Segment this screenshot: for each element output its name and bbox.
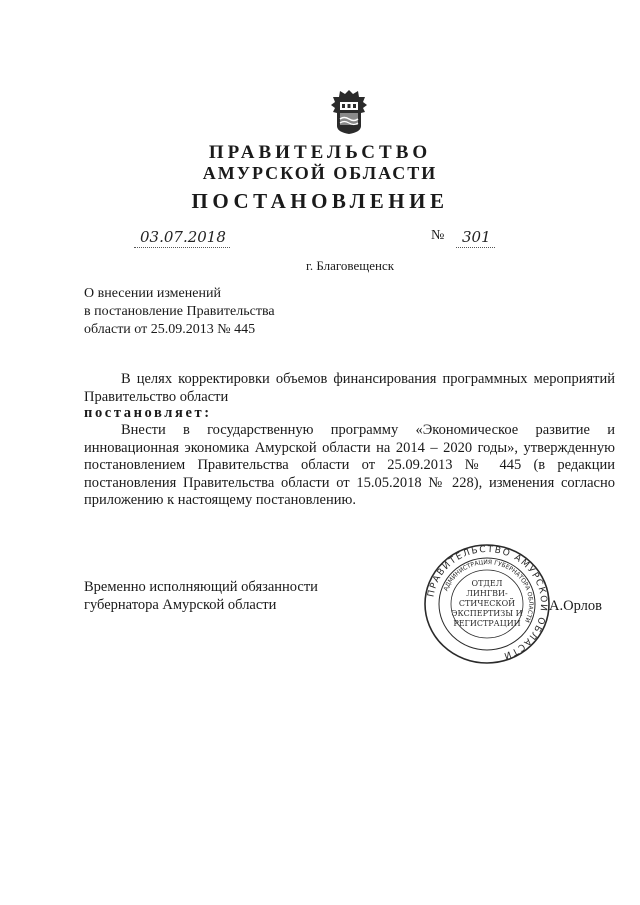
subject-line: области от 25.09.2013 № 445 xyxy=(84,322,256,337)
resolves-label: постановляет: xyxy=(84,405,212,421)
signer-position-line: Временно исполняющий обязанности xyxy=(84,579,318,595)
subject-line: О внесении изменений xyxy=(84,286,221,301)
preamble-paragraph: В целях корректировки объемов финансирования программных мероприятий Правительство области xyxy=(84,371,615,405)
signer-position xyxy=(84,578,318,614)
document-date-value: 03.07.2018 xyxy=(140,228,226,246)
official-seal xyxy=(422,542,552,666)
resolution-paragraph: Внести в государственную программу «Экономическое развитие и инновационная экономика Амурской области на 2014 – 2020 годы», утвержденную постановлением Правительства области от 25.09.2013 № 445 (в редакции постановления Правительства области от 15.05.2018 № 228), изменения согласно приложению к настоящему постановлению. xyxy=(84,422,615,509)
coat-of-arms-icon xyxy=(327,88,371,136)
seal-center-line: ЛИНГВИ- xyxy=(466,589,508,598)
number-sign: № xyxy=(431,228,445,243)
government-title: ПРАВИТЕЛЬСТВО xyxy=(208,142,432,163)
document-number xyxy=(462,228,491,246)
seal-outer-text: ПРАВИТЕЛЬСТВО АМУРСКОЙ ОБЛАСТИ xyxy=(426,544,549,661)
document-type-title: ПОСТАНОВЛЕНИЕ xyxy=(191,189,449,213)
city-label: г. Благовещенск xyxy=(305,258,395,273)
region-title: АМУРСКОЙ ОБЛАСТИ xyxy=(202,163,438,183)
document-number-value: 301 xyxy=(462,228,491,246)
signer-name: А.Орлов xyxy=(549,598,602,614)
subject-line: в постановление Правительства xyxy=(84,304,275,319)
seal-center-line: СТИЧЕСКОЙ xyxy=(458,599,516,608)
seal-center-line: ЭКСПЕРТИЗЫ И xyxy=(451,609,523,618)
document-subject xyxy=(84,285,275,339)
seal-center-line: РЕГИСТРАЦИИ xyxy=(453,619,521,628)
seal-center-line: ОТДЕЛ xyxy=(471,579,503,588)
signer-position-line: губернатора Амурской области xyxy=(84,597,277,613)
document-date xyxy=(140,228,226,246)
seal-inner-text: АДМИНИСТРАЦИЯ ГУБЕРНАТОРА ОБЛАСТИ xyxy=(442,558,535,624)
